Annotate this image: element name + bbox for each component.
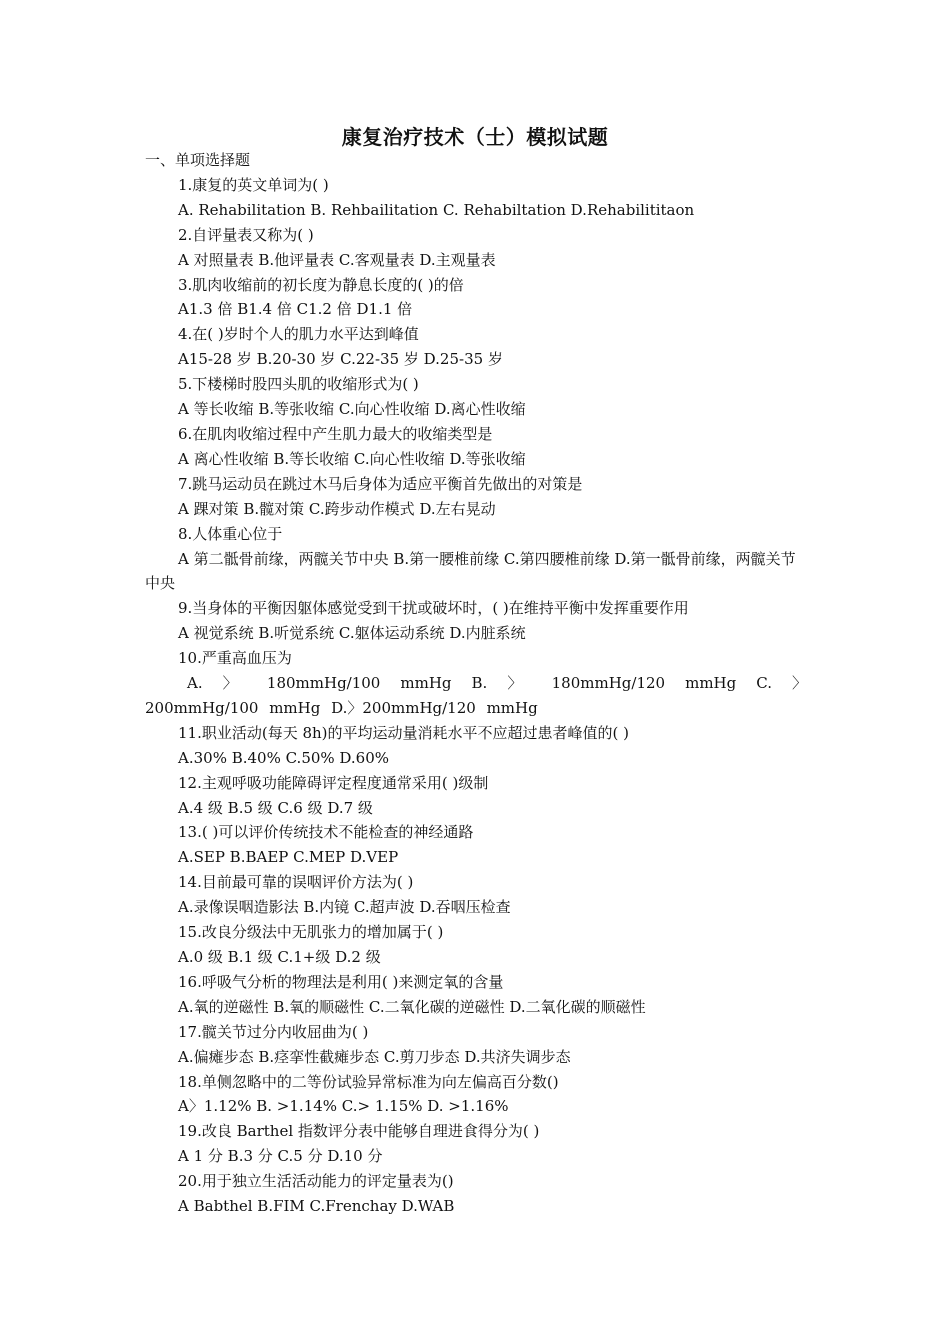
- question-7: 7.跳马运动员在跳过木马后身体为适应平衡首先做出的对策是: [178, 474, 583, 493]
- options-9: A 视觉系统 B.听觉系统 C.躯体运动系统 D.内脏系统: [178, 624, 526, 643]
- options-14: A.录像误咽造影法 B.内镜 C.超声波 D.吞咽压检查: [178, 898, 511, 917]
- options-12: A.4 级 B.5 级 C.6 级 D.7 级: [178, 798, 373, 817]
- options-6: A 离心性收缩 B.等长收缩 C.向心性收缩 D.等张收缩: [178, 449, 526, 468]
- options-7: A 踝对策 B.髋对策 C.跨步动作模式 D.左右晃动: [178, 499, 496, 518]
- options-17: A.偏瘫步态 B.痉挛性截瘫步态 C.剪刀步态 D.共济失调步态: [178, 1047, 571, 1066]
- question-6: 6.在肌肉收缩过程中产生肌力最大的收缩类型是: [178, 424, 493, 443]
- options-18: A〉1.12% B. >1.14% C.> 1.15% D. >1.16%: [178, 1097, 509, 1116]
- question-9: 9.当身体的平衡因躯体感觉受到干扰或破坏时，( )在维持平衡中发挥重要作用: [178, 599, 689, 618]
- question-3: 3.肌肉收缩前的初长度为静息长度的( )的倍: [178, 275, 464, 294]
- question-18: 18.单侧忽略中的二等份试验异常标准为向左偏高百分数(): [178, 1072, 559, 1091]
- question-17: 17.髋关节过分内收屈曲为( ): [178, 1022, 369, 1041]
- question-list: [145, 148, 807, 1219]
- options-20: A Babthel B.FIM C.Frenchay D.WAB: [178, 1197, 455, 1216]
- question-4: 4.在( )岁时个人的肌力水平达到峰值: [178, 325, 419, 344]
- question-1: 1.康复的英文单词为( ): [178, 175, 329, 194]
- options-5: A 等长收缩 B.等张收缩 C.向心性收缩 D.离心性收缩: [178, 400, 526, 419]
- question-11: 11.职业活动(每天 8h)的平均运动量消耗水平不应超过患者峰值的( ): [178, 723, 630, 742]
- question-15: 15.改良分级法中无肌张力的增加属于( ): [178, 923, 444, 942]
- section-heading: 一、单项选择题: [145, 151, 251, 169]
- options-3: A1.3 倍 B1.4 倍 C1.2 倍 D1.1 倍: [178, 300, 413, 319]
- options-1: A. Rehabilitation B. Rehbailitation C. Rehabiltation D.Rehabilititaon: [178, 200, 695, 219]
- options-4: A15-28 岁 B.20-30 岁 C.22-35 岁 D.25-35 岁: [178, 350, 503, 369]
- options-16: A.氧的逆磁性 B.氧的顺磁性 C.二氧化碳的逆磁性 D.二氧化碳的顺磁性: [178, 997, 646, 1016]
- question-20: 20.用于独立生活活动能力的评定量表为(): [178, 1172, 454, 1191]
- question-19: 19.改良 Barthel 指数评分表中能够自理进食得分为( ): [178, 1122, 540, 1141]
- options-13: A.SEP B.BAEP C.MEP D.VEP: [178, 848, 399, 867]
- question-2: 2.自评量表又称为( ): [178, 225, 314, 244]
- options-8: A 第二骶骨前缘，两髋关节中央 B.第一腰椎前缘 C.第四腰椎前缘 D.第一骶骨前缘，两髋关节中央: [145, 549, 796, 593]
- question-16: 16.呼吸气分析的物理法是利用( )来测定氧的含量: [178, 972, 504, 991]
- options-11: A.30% B.40% C.50% D.60%: [178, 748, 390, 767]
- question-10: 10.严重高血压为: [178, 649, 292, 668]
- question-8: 8.人体重心位于: [178, 524, 283, 543]
- question-14: 14.目前最可靠的误咽评价方法为( ): [178, 873, 414, 892]
- options-2: A 对照量表 B.他评量表 C.客观量表 D.主观量表: [178, 250, 496, 269]
- question-5: 5.下楼梯时股四头肌的收缩形式为( ): [178, 375, 419, 394]
- options-19: A 1 分 B.3 分 C.5 分 D.10 分: [178, 1147, 383, 1166]
- options-15: A.0 级 B.1 级 C.1+级 D.2 级: [178, 948, 381, 966]
- options-10: A. 〉 180mmHg/100 mmHg B. 〉 180mmHg/120 mmHg C. 〉 200mmHg/100 mmHg D.〉200mmHg/120 mmHg: [145, 674, 807, 717]
- page-title: 康复治疗技术（士）模拟试题: [341, 125, 609, 149]
- question-12: 12.主观呼吸功能障碍评定程度通常采用( )级制: [178, 773, 489, 792]
- question-13: 13.( )可以评价传统技术不能检查的神经通路: [178, 823, 474, 842]
